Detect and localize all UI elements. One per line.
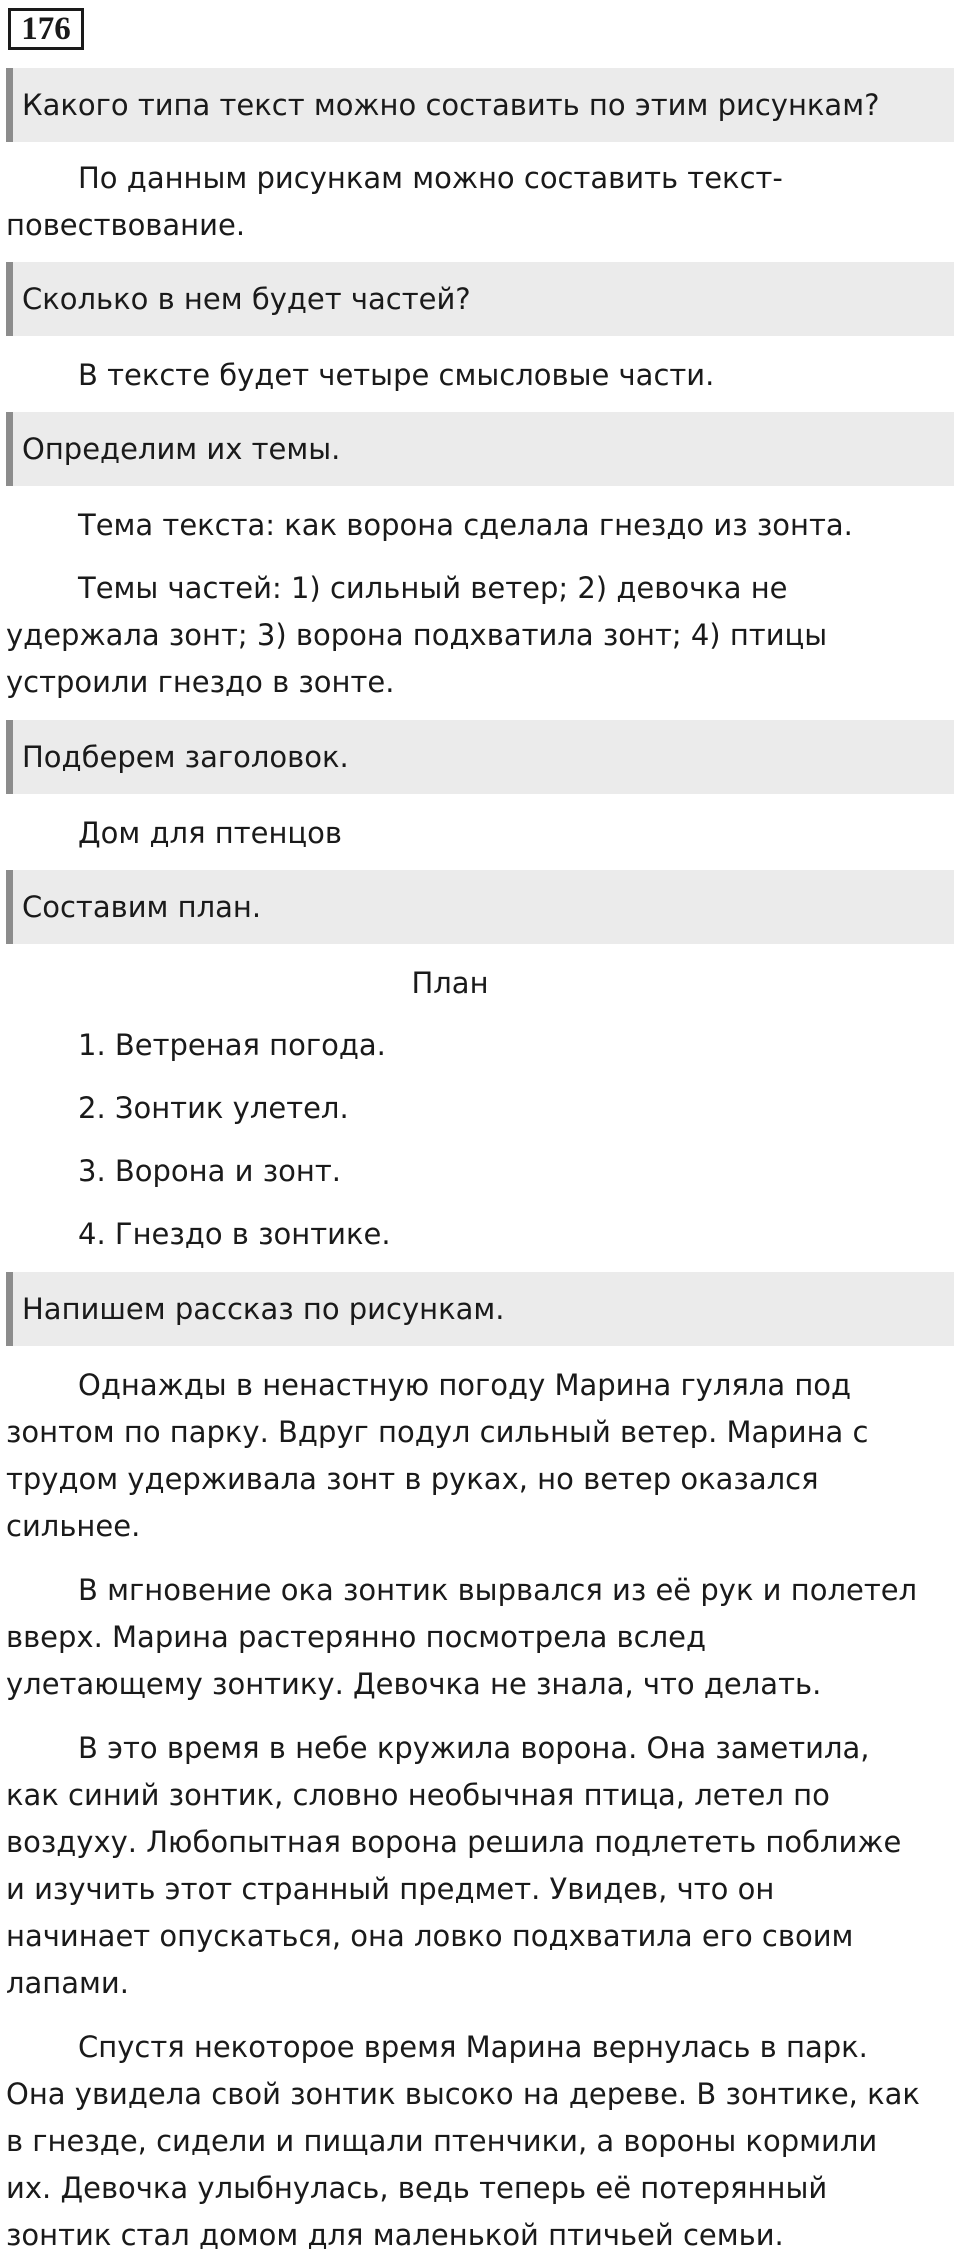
text-line: По данным рисункам можно составить текст- [78,161,783,195]
story-paragraph-1 [6,1362,956,1550]
text-line: Однажды в ненастную погоду Марина гуляла под [78,1368,852,1402]
story-paragraph-3 [6,1725,956,2007]
text-line: Темы частей: 1) сильный ветер; 2) девочка не [78,571,788,605]
story-paragraph-4 [6,2024,956,2259]
plan-item: 4. Гнездо в зонтике. [78,1217,391,1251]
text-line: вверх. Марина растерянно посмотрела вслед [6,1620,707,1654]
question-story: Напишем рассказ по рисункам. [6,1272,954,1346]
text-line: их. Девочка улыбнулась, ведь теперь её потерянный [6,2171,828,2205]
plan-item: 2. Зонтик улетел. [78,1091,349,1125]
text-line: В мгновение ока зонтик вырвался из её рук и полетел [78,1573,918,1607]
story-paragraph-2 [6,1567,956,1708]
text-line: повествование. [6,208,246,242]
answer-title: Дом для птенцов [78,816,342,850]
text-line: начинает опускаться, она ловко подхватила его своим [6,1919,854,1953]
question-plan: Составим план. [6,870,954,944]
text-line: устроили гнездо в зонте. [6,665,395,699]
question-themes: Определим их темы. [6,412,954,486]
text-line: воздуху. Любопытная ворона решила подлететь поближе [6,1825,902,1859]
text-line: зонтик стал домом для маленькой птичьей семьи. [6,2218,784,2252]
task-number-badge: 176 [8,8,84,50]
text-line: трудом удерживала зонт в руках, но ветер оказался [6,1462,819,1496]
text-line: как синий зонтик, словно необычная птица, летел по [6,1778,830,1812]
plan-heading: План [411,966,489,1000]
text-line: Спустя некоторое время Марина вернулась в парк. [78,2030,868,2064]
question-text-type: Какого типа текст можно составить по этим рисункам? [6,68,954,142]
question-parts-count: Сколько в нем будет частей? [6,262,954,336]
answer-text-type [6,155,956,249]
plan-item: 3. Ворона и зонт. [78,1154,341,1188]
text-line: в гнезде, сидели и пищали птенчики, а вороны кормили [6,2124,878,2158]
text-line: В это время в небе кружила ворона. Она заметила, [78,1731,870,1765]
text-line: и изучить этот странный предмет. Увидев, что он [6,1872,775,1906]
text-line: Она увидела свой зонтик высоко на дереве. В зонтике, как [6,2077,920,2111]
text-line: лапами. [6,1966,129,2000]
text-line: улетающему зонтику. Девочка не знала, что делать. [6,1667,822,1701]
answer-parts-themes [6,565,956,706]
text-line: зонтом по парку. Вдруг подул сильный ветер. Марина с [6,1415,869,1449]
answer-text-theme: Тема текста: как ворона сделала гнездо из зонта. [78,508,853,542]
plan-item: 1. Ветреная погода. [78,1028,386,1062]
text-line: удержала зонт; 3) ворона подхватила зонт; 4) птицы [6,618,828,652]
answer-parts-count: В тексте будет четыре смысловые части. [78,358,715,392]
question-title: Подберем заголовок. [6,720,954,794]
text-line: сильнее. [6,1509,141,1543]
